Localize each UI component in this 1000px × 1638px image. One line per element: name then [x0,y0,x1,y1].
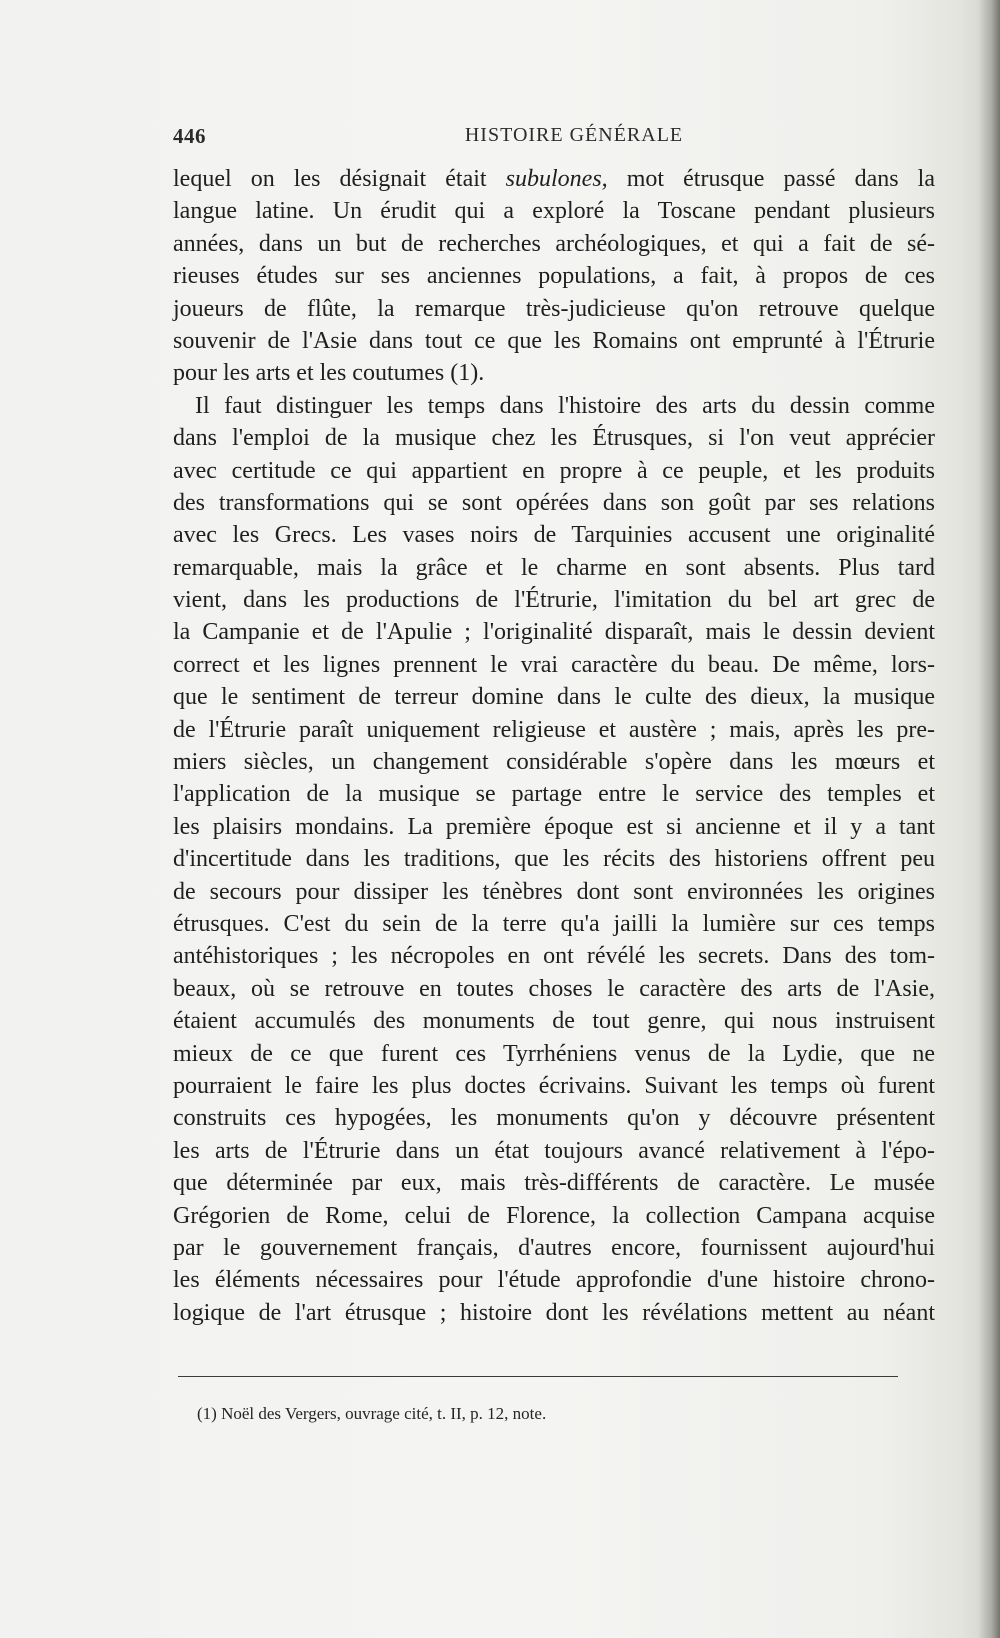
text-line: étrusques. C'est du sein de la terre qu'a jailli la lumière sur ces temps [173,910,935,937]
text-line: pour les arts et les coutumes (1). [173,360,485,387]
running-head [173,124,935,154]
body-text [173,163,935,1329]
footnote: (1) Noël des Vergers, ouvrage cité, t. II, p. 12, note. [197,1404,547,1423]
text-line: l'application de la musique se partage entre le service des temples et [173,781,935,808]
page-number: 446 [173,124,206,148]
text-line: Grégorien de Rome, celui de Florence, la collection Campana acquise [173,1202,935,1229]
running-title: HISTOIRE GÉNÉRALE [464,124,684,146]
text-line: avec les Grecs. Les vases noirs de Tarquinies accusent une originalité [173,522,935,549]
text-line: des transformations qui se sont opérées dans son goût par ses relations [173,489,935,516]
text-line: les éléments nécessaires pour l'étude approfondie d'une histoire chrono- [173,1267,935,1294]
text-line: souvenir de l'Asie dans tout ce que les Romains ont emprunté à l'Étrurie [173,327,935,354]
text-line: miers siècles, un changement considérable s'opère dans les mœurs et [173,749,935,776]
text-line: d'incertitude dans les traditions, que les récits des historiens offrent peu [173,846,935,873]
text-line: correct et les lignes prennent le vrai caractère du beau. De même, lors- [173,651,935,678]
text-line: avec certitude ce qui appartient en propre à ce peuple, et les produits [173,457,935,484]
text-line: par le gouvernement français, d'autres encore, fournissent aujourd'hui [173,1234,935,1261]
line-start: lequel on les désignait était [173,166,506,192]
text-line: que le sentiment de terreur domine dans le culte des dieux, la musique [173,684,935,711]
text-line: les arts de l'Étrurie dans un état toujours avancé relativement à l'épo- [173,1137,935,1164]
text-line: étaient accumulés des monuments de tout genre, qui nous instruisent [173,1008,935,1035]
paragraph-start-line: Il faut distinguer les temps dans l'histoire des arts du dessin comme [195,392,935,419]
text-line: rieuses études sur ses anciennes populations, a fait, à propos de ces [173,263,935,290]
text-line: la Campanie et de l'Apulie ; l'originalité disparaît, mais le dessin devient [173,619,935,646]
line-end: mot étrusque passé dans la [607,166,935,192]
text-line: joueurs de flûte, la remarque très-judicieuse qu'on retrouve quelque [173,295,935,322]
text-line: années, dans un but de recherches archéologiques, et qui a fait de sé- [173,230,935,257]
text-line: logique de l'art étrusque ; histoire dont les révélations mettent au néant [173,1299,935,1326]
text-line: vient, dans les productions de l'Étrurie, l'imitation du bel art grec de [173,587,935,614]
text-line: beaux, où se retrouve en toutes choses le caractère des arts de l'Asie, [173,975,935,1002]
text-line: mieux de ce que furent ces Tyrrhéniens venus de la Lydie, que ne [173,1040,935,1067]
text-line: que déterminée par eux, mais très-différents de caractère. Le musée [173,1170,935,1197]
italic-term: subulones, [505,166,608,192]
text-line: de secours pour dissiper les ténèbres dont sont environnées les origines [173,878,935,905]
text-line: antéhistoriques ; les nécropoles en ont révélé les secrets. Dans des tom- [173,943,935,970]
text-line [173,163,935,195]
footnote-divider [178,1376,898,1377]
text-line: remarquable, mais la grâce et le charme en sont absents. Plus tard [173,554,935,581]
text-line: les plaisirs mondains. La première époque est si ancienne et il y a tant [173,813,935,840]
text-line: pourraient le faire les plus doctes écrivains. Suivant les temps où furent [173,1072,935,1099]
text-line: dans l'emploi de la musique chez les Étrusques, si l'on veut apprécier [173,425,935,452]
text-line: langue latine. Un érudit qui a exploré la Toscane pendant plusieurs [173,198,935,225]
text-line: de l'Étrurie paraît uniquement religieuse et austère ; mais, après les pre- [173,716,935,743]
text-line: construits ces hypogées, les monuments qu'on y découvre présentent [173,1105,935,1132]
